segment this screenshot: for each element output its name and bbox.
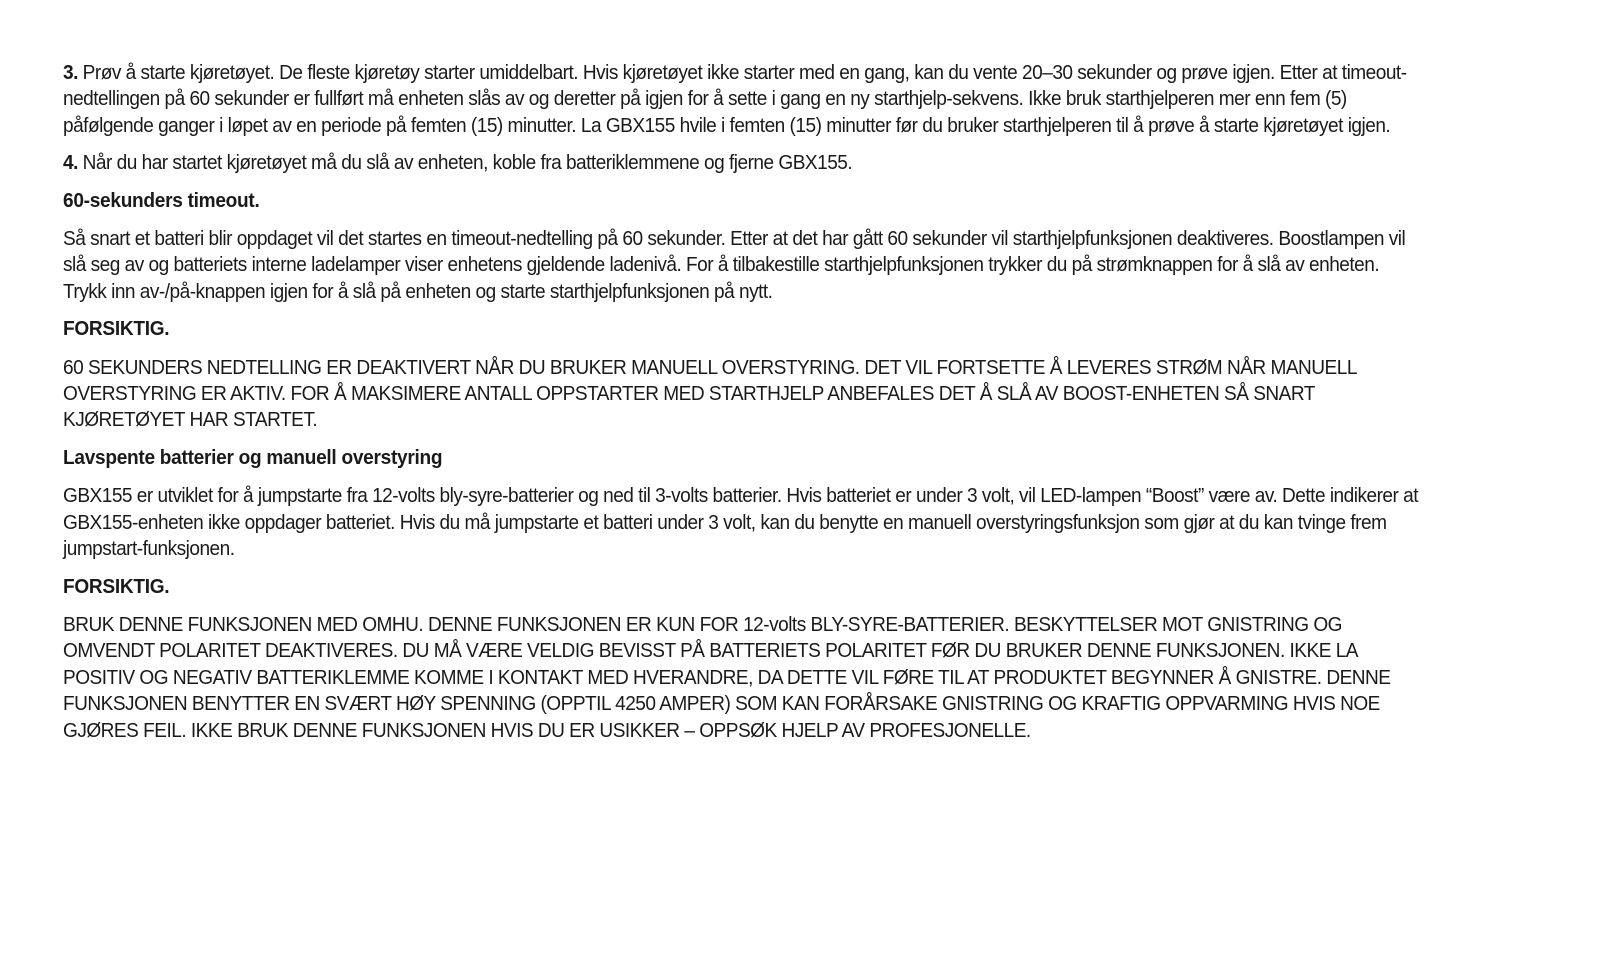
step-text: Prøv å starte kjøretøyet. De fleste kjøretøy starter umiddelbart. Hvis kjøretøyet ikke starter med en gang, kan du vente 20–30 sekunder og prøve igjen. Etter at timeout-nedtellingen på 60 sekunder er fullført må enheten slås av og deretter på igjen for å sette i gang en ny starthjelp-sekvens. Ikke bruk starthjelperen mer enn fem (5) påfølgende ganger i løpet av en periode på femten (15) minutter. La GBX155 hvile i femten (15) minutter før du bruker starthjelperen til å prøve å starte kjøretøyet igjen. <box>63 61 1407 137</box>
section-heading-timeout: 60-sekunders timeout. <box>63 188 260 212</box>
step-4 <box>63 150 1421 176</box>
section-body-caution-1: 60 SEKUNDERS NEDTELLING ER DEAKTIVERT NÅR DU BRUKER MANUELL OVERSTYRING. DET VIL FORTSETTE Å LEVERES STRØM NÅR MANUELL OVERSTYRING ER AKTIV. FOR Å MAKSIMERE ANTALL OPPSTARTER MED STARTHJELP ANBEFALES DET Å SLÅ AV BOOST-ENHETEN SÅ SNART KJØRETØYET HAR STARTET. <box>63 355 1357 432</box>
step-text: Når du har startet kjøretøyet må du slå av enheten, koble fra batteriklemmene og fjerne GBX155. <box>82 151 853 175</box>
step-3 <box>63 60 1421 139</box>
section-heading-low-voltage: Lavspente batterier og manuell overstyring <box>63 445 443 469</box>
manual-page <box>63 60 1421 755</box>
section-body-caution-2: BRUK DENNE FUNKSJONEN MED OMHU. DENNE FUNKSJONEN ER KUN FOR 12-volts BLY-SYRE-BATTERIER. BESKYTTELSER MOT GNISTRING OG OMVENDT POLARITET DEAKTIVERES. DU MÅ VÆRE VELDIG BEVISST PÅ BATTERIETS POLARITET FØR DU BRUKER DENNE FUNKSJONEN. IKKE LA POSITIV OG NEGATIV BATTERIKLEMME KOMME I KONTAKT MED HVERANDRE, DA DETTE VIL FØRE TIL AT PRODUKTET BEGYNNER Å GNISTRE. DENNE FUNKSJONEN BENYTTER EN SVÆRT HØY SPENNING (OPPTIL 4250 AMPER) SOM KAN FORÅRSAKE GNISTRING OG KRAFTIG OPPVARMING HVIS NOE GJØRES FEIL. IKKE BRUK DENNE FUNKSJONEN HVIS DU ER USIKKER – OPPSØK HJELP AV PROFESJONELLE. <box>63 612 1391 742</box>
section-heading-caution-2: FORSIKTIG. <box>63 574 170 598</box>
section-body-low-voltage: GBX155 er utviklet for å jumpstarte fra 12-volts bly-syre-batterier og ned til 3-volts batterier. Hvis batteriet er under 3 volt, vil LED-lampen “Boost” være av. Dette indikerer at GBX155-enheten ikke oppdager batteriet. Hvis du må jumpstarte et batteri under 3 volt, kan du benytte en manuell overstyringsfunksjon som gjør at du kan tvinge frem jumpstart-funksjonen. <box>63 484 1419 561</box>
section-body-timeout: Så snart et batteri blir oppdaget vil det startes en timeout-nedtelling på 60 sekunder. Etter at det har gått 60 sekunder vil starthjelpfunksjonen deaktiveres. Boostlampen vil slå seg av og batteriets interne ladelamper viser enhetens gjeldende ladenivå. For å tilbakestille starthjelpfunksjonen trykker du på strømknappen for å slå av enheten. Trykk inn av-/på-knappen igjen for å slå på enheten og starte starthjelpfunksjonen på nytt. <box>63 227 1406 303</box>
step-number: 3. <box>63 61 78 84</box>
section-heading-caution-1: FORSIKTIG. <box>63 317 170 341</box>
step-number: 4. <box>63 151 78 175</box>
